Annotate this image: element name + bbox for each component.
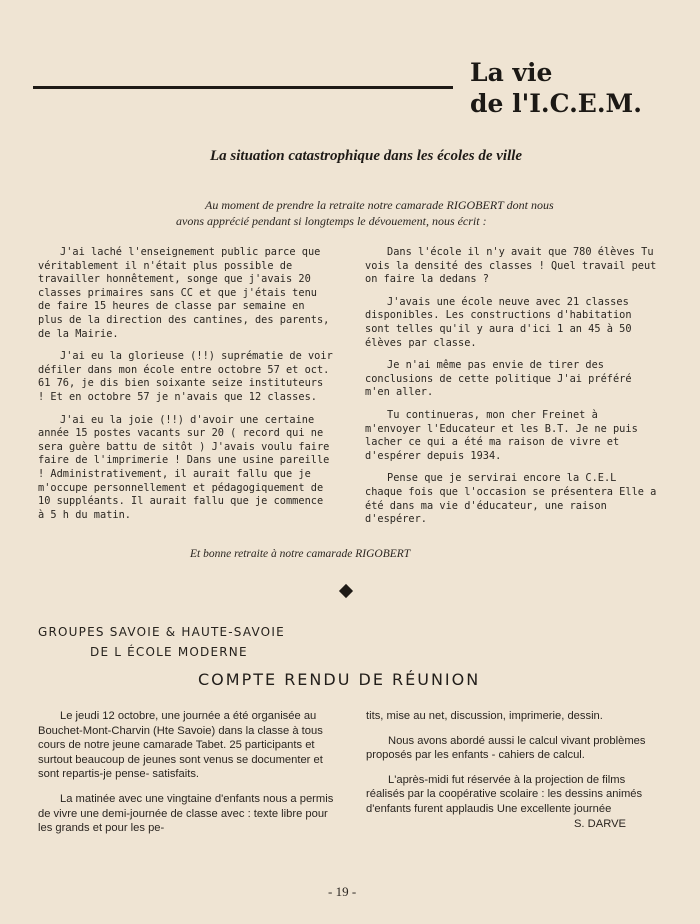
- report-title: COMPTE RENDU DE RÉUNION: [198, 670, 481, 689]
- paragraph: J'ai eu la joie (!!) d'avoir une certaine année 15 postes vacants sur 20 ( record qui ne sera guère battu de sitôt ) J'avais voulu faire faire de l'imprimerie ! Dans une usine pareille ! Administrativement, il aurait fallu que je m'occupe personnellement et pédagogiquement de 10 suppléants. Il aurait fallu que je commence à 5 h du matin.: [38, 413, 330, 521]
- group-line-1: GROUPES SAVOIE & HAUTE-SAVOIE: [38, 625, 285, 639]
- paragraph: J'ai eu la glorieuse (!!) suprématie de voir défiler dans mon école entre octobre 57 et oct. 61 76, je dis bien soixante seize instituteurs ! Et en octobre 57 je n'avais que 12 classes.: [38, 350, 333, 403]
- intro-line-2: avons apprécié pendant si longtemps le dévouement, nous écrit :: [176, 214, 487, 228]
- diamond-separator-icon: [339, 584, 353, 598]
- article-left-column: [38, 246, 334, 522]
- intro-line-1: Au moment de prendre la retraite notre camarade RIGOBERT dont nous: [205, 198, 554, 212]
- report-right-column: [366, 709, 662, 831]
- section-heading: [470, 57, 642, 119]
- paragraph: Le jeudi 12 octobre, une journée a été organisée au Bouchet-Mont-Charvin (Hte Savoie) dans la classe à tous cours de notre jeune camarade Tabet. 25 participants et surtout beaucoup de jeunes sont venus se documenter et sont repartis-je pense- satisfaits.: [38, 710, 323, 781]
- signature: S. DARVE: [573, 817, 626, 830]
- header-rule: [33, 86, 453, 89]
- page-number: - 19 -: [328, 884, 357, 899]
- paragraph: La matinée avec une vingtaine d'enfants nous a permis de vivre une demi-journée de classe avec : texte libre pour les grands et pour les pe-: [38, 792, 334, 835]
- heading-line-1: La vie: [470, 58, 553, 87]
- paragraph: tits, mise au net, discussion, imprimerie, dessin.: [366, 710, 603, 722]
- article-title: La situation catastrophique dans les écoles de ville: [210, 148, 523, 164]
- article-right-column: [365, 246, 657, 527]
- paragraph: Je n'ai même pas envie de tirer des conclusions de cette politique J'ai préféré m'en aller.: [365, 359, 632, 399]
- report-left-column: [38, 709, 336, 836]
- paragraph: Dans l'école il n'y avait que 780 élèves Tu vois la densité des classes ! Quel travail peut on faire la dedans ?: [365, 246, 657, 286]
- paragraph: J'ai laché l'enseignement public parce que véritablement il n'était plus possible de travailler honnêtement, songe que j'avais 20 classes primaires sans CC et que j'étais tenu de faire 15 heures de classe par semaine en plus de la direction des cantines, des parents, de la Mairie.: [38, 246, 330, 340]
- heading-line-2: de l'I.C.E.M.: [470, 89, 642, 118]
- paragraph: Nous avons abordé aussi le calcul vivant problèmes proposés par les enfants - cahiers de calcul.: [366, 734, 646, 762]
- group-heading: [38, 622, 285, 662]
- group-line-2: DE L ÉCOLE MODERNE: [90, 645, 248, 659]
- paragraph: J'avais une école neuve avec 21 classes disponibles. Les constructions d'habitation sont telles qu'il y aura d'ici 1 an 45 à 50 élèves par classe.: [365, 295, 632, 349]
- paragraph: L'après-midi fut réservée à la projection de films réalisés par la coopérative scolaire : les dessins animés d'enfants furent applaudis Une excellente journée: [366, 773, 643, 815]
- paragraph: Tu continueras, mon cher Freinet à m'envoyer l'Educateur et les B.T. Je ne puis lacher ce qui a été ma raison de vivre et d'espérer depuis 1934.: [365, 408, 638, 462]
- paragraph: Pense que je servirai encore la C.E.L chaque fois que l'occasion se présentera Elle a été dans ma vie d'éducateur, une raison d'espérer.: [365, 472, 657, 526]
- closing-line: Et bonne retraite à notre camarade RIGOBERT: [190, 548, 411, 560]
